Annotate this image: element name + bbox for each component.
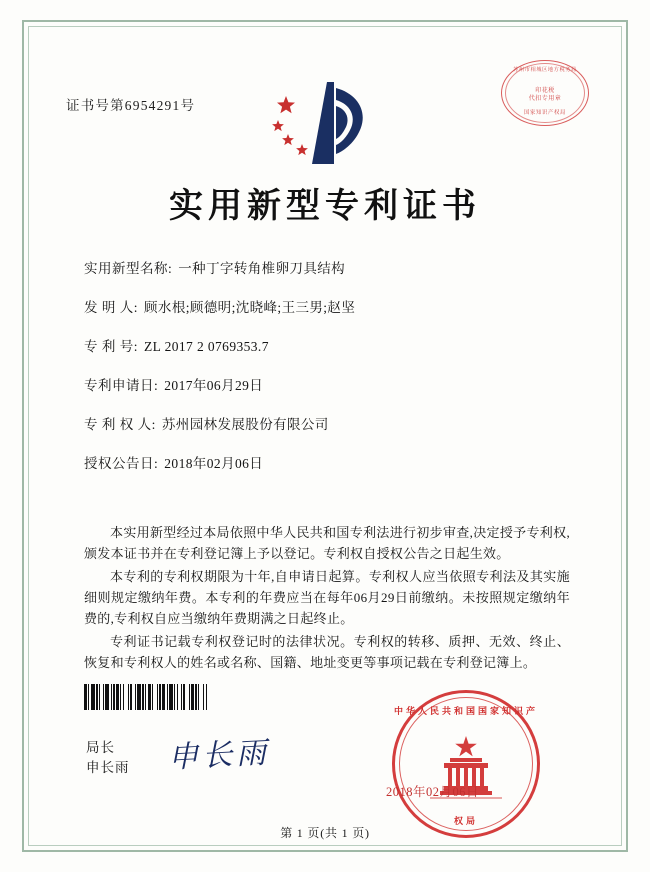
field-label: 专 利 号:: [84, 339, 139, 354]
national-office-seal: [392, 690, 542, 840]
seal-top-text: 中华人民共和国国家知识产: [393, 706, 538, 716]
cnipa-logo: [272, 78, 382, 168]
barcode: [84, 684, 280, 710]
field-label: 实用新型名称:: [84, 261, 173, 276]
paragraph-2: 本专利的专利权期限为十年,自申请日起算。专利权人应当依照专利法及其实施细则规定缴纳年费。本专利的年费应当在每年06月29日前缴纳。未按照规定缴纳年费的,专利权自应当缴纳年费期满之日起终止。: [84, 569, 570, 626]
field-row-patentee: [84, 416, 584, 434]
field-value: 苏州园林发展股份有限公司: [161, 417, 329, 432]
tax-stamp-seal: [497, 60, 593, 130]
seal-bottom-text: 国家知识产权局: [524, 110, 566, 116]
field-row-inventors: [84, 299, 584, 317]
field-value: 顾水根;顾德明;沈晓峰;王三男;赵坚: [144, 300, 356, 315]
field-row-grant-date: [84, 455, 584, 473]
page-title: 实用新型专利证书: [169, 188, 481, 225]
paragraph-3: 专利证书记载专利权登记时的法律状况。专利权的转移、质押、无效、终止、恢复和专利权人的姓名或名称、国籍、地址变更等事项记载在专利登记簿上。: [84, 634, 570, 670]
seal-bottom-text: 权局: [453, 816, 478, 826]
field-value: 2018年02月06日: [164, 456, 264, 471]
field-value: 一种丁字转角椎卵刀具结构: [178, 261, 346, 276]
director-role: 局长: [86, 740, 115, 755]
director-label: [86, 738, 130, 778]
field-label: 专利申请日:: [84, 378, 159, 393]
seal-center-text: 印花税 代扣专用章: [528, 88, 562, 102]
field-label: 授权公告日:: [84, 456, 159, 471]
paragraph-1: 本实用新型经过本局依照中华人民共和国专利法进行初步审查,决定授予专利权,颁发本证书并在专利登记簿上予以登记。专利权自授权公告之日起生效。: [84, 525, 570, 561]
handwritten-signature: 申长雨: [167, 736, 271, 775]
field-value: ZL 2017 2 0769353.7: [144, 339, 269, 354]
field-label: 发 明 人:: [84, 300, 139, 315]
page-footer: 第 1 页(共 1 页): [280, 826, 370, 840]
seal-arc-text: 苏州市相城区地方税务局: [513, 67, 577, 73]
field-row-utility-model-name: [84, 260, 584, 278]
seal-date: 2018年02月06日: [386, 785, 480, 799]
field-row-patent-number: [84, 338, 584, 356]
field-list: [84, 260, 584, 494]
certificate-number: 证书号第6954291号: [66, 98, 196, 113]
field-label: 专 利 权 人:: [84, 417, 156, 432]
legal-text-block: [84, 522, 570, 675]
director-name: 申长雨: [86, 760, 130, 775]
field-value: 2017年06月29日: [164, 378, 264, 393]
field-row-application-date: [84, 377, 584, 395]
